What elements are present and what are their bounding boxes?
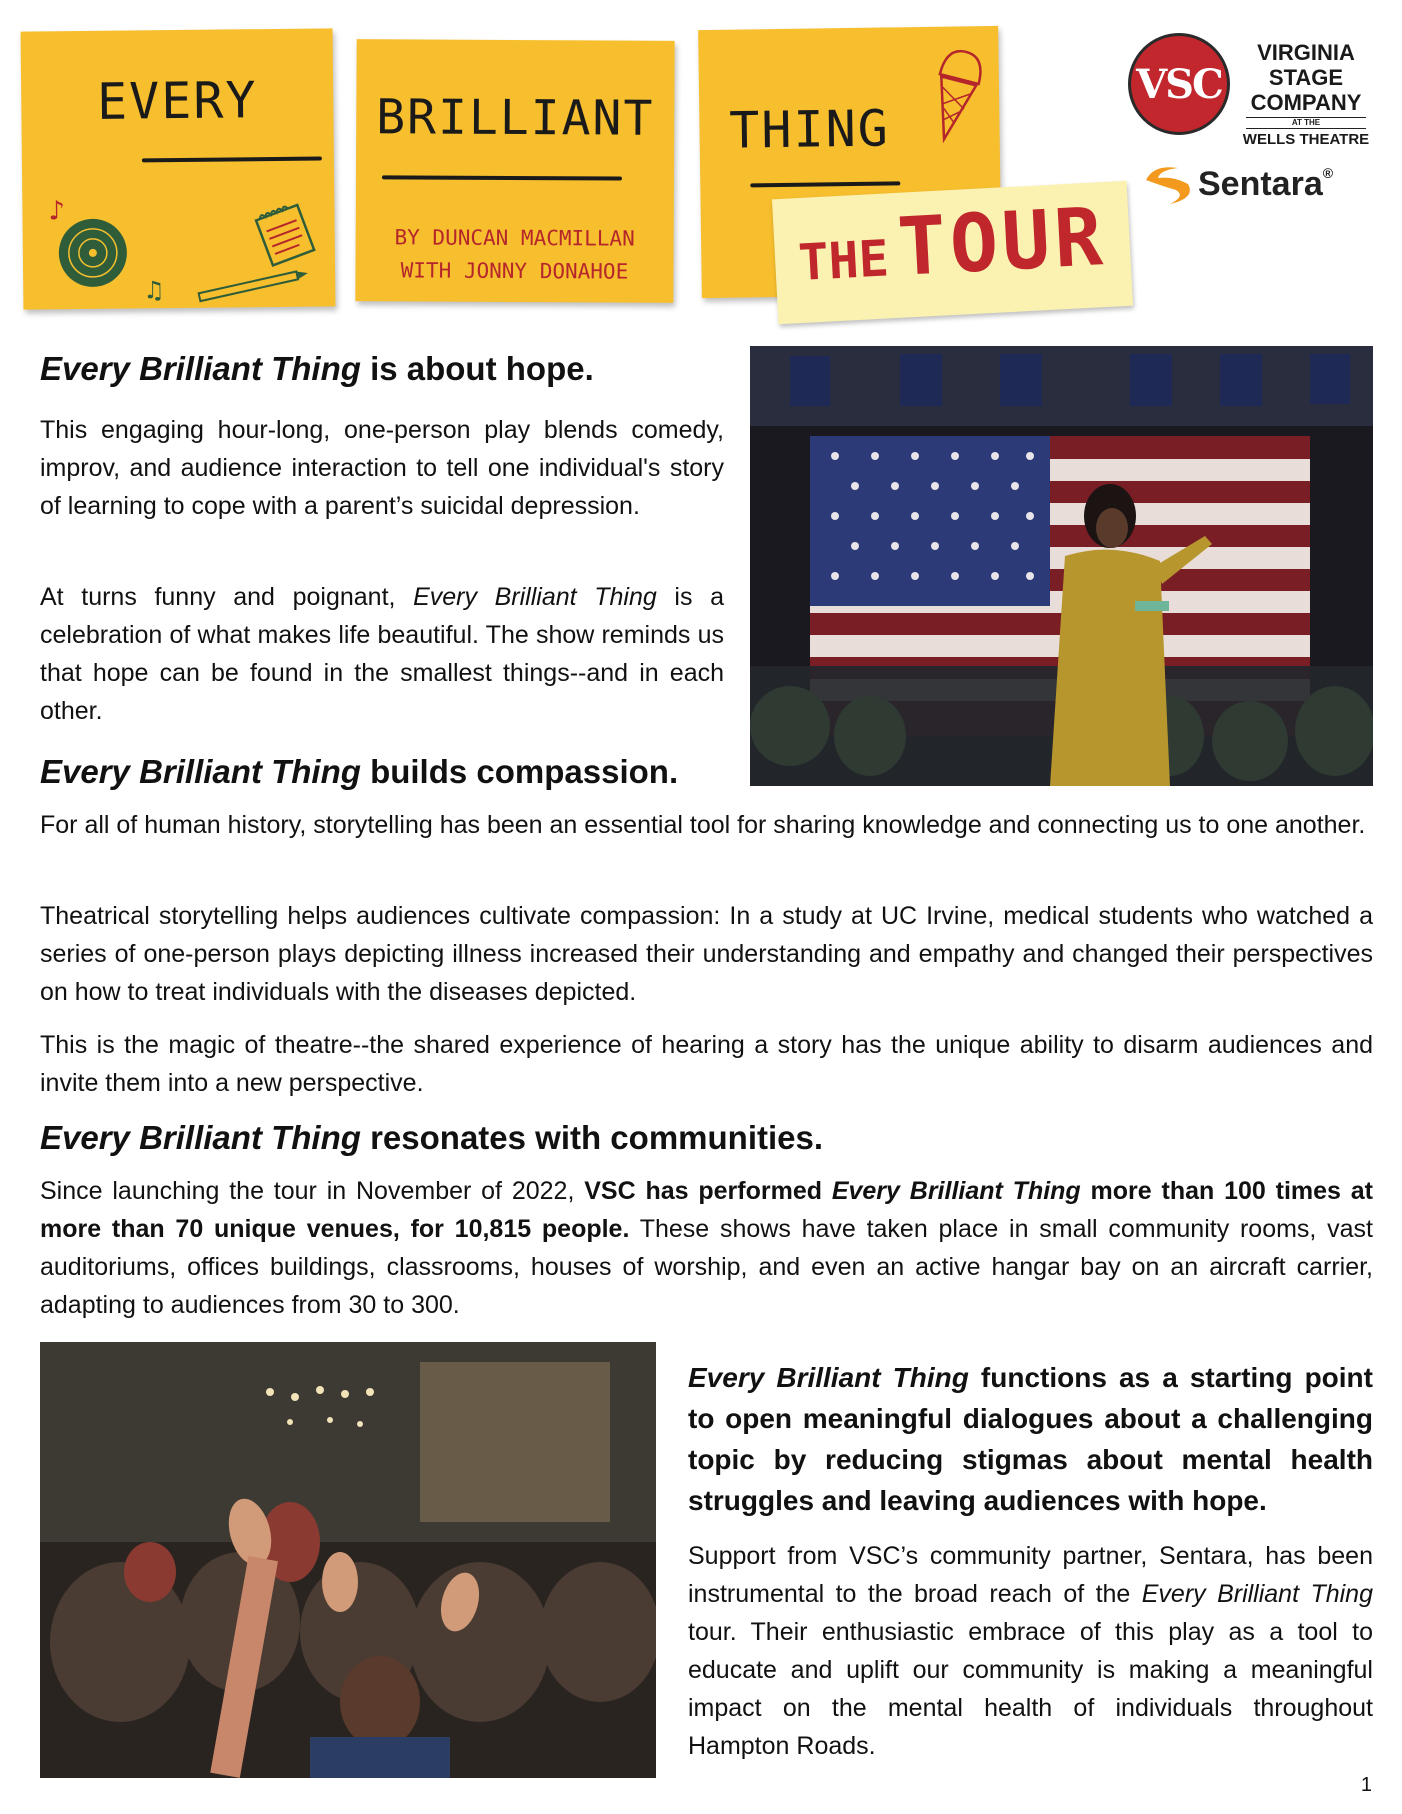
heading-text: resonates with communities. <box>360 1119 824 1156</box>
heading-text: is about hope. <box>360 350 594 387</box>
credit-line: BY DUNCAN MACMILLAN <box>394 225 635 251</box>
section-heading-compassion <box>40 753 678 791</box>
tour-label <box>772 189 1131 300</box>
play-title: Every Brilliant Thing <box>831 1177 1081 1205</box>
sentara-name: Sentara <box>1198 165 1323 203</box>
text: Support from VSC’s community partner, Sentara, has been instrumental to the broad reach of the <box>688 1542 1373 1608</box>
title-word-thing: THING <box>728 99 891 160</box>
notepad-icon <box>250 199 321 270</box>
text: functions as a starting point to open meaningful dialogues about a challenging topic by reducing stigmas about mental health struggles and leaving audiences with hope. <box>688 1362 1373 1516</box>
play-title: Every Brilliant Thing <box>688 1362 969 1393</box>
sticky-note-every <box>21 28 336 309</box>
sentara-swoosh-icon <box>1140 162 1196 208</box>
section-heading-hope <box>40 350 594 388</box>
vsc-line: VIRGINIA <box>1257 40 1355 65</box>
pencil-icon <box>143 267 313 305</box>
bold-span: more than 100 times at more than 70 unique venues, for 10,815 people. <box>40 1177 1373 1243</box>
author-credit <box>355 221 673 289</box>
tour-banner <box>772 181 1133 324</box>
play-title: Every Brilliant Thing <box>40 1119 361 1156</box>
tour-word: TOUR <box>895 189 1109 294</box>
tour-the: THE <box>797 229 891 293</box>
vsc-line: WELLS THEATRE <box>1242 131 1370 148</box>
paragraph: This engaging hour-long, one-person play blends comedy, improv, and audience interaction to tell one individual's story of learning to cope with a parent’s suicidal depression. <box>40 416 724 520</box>
text: At turns funny and poignant, <box>40 583 414 611</box>
record-icon <box>30 180 151 291</box>
text: Since launching the tour in November of 2022, <box>40 1177 585 1205</box>
page-number: 1 <box>1360 1774 1372 1796</box>
photo-performer-flag <box>750 346 1373 786</box>
paragraph <box>40 578 724 730</box>
sticky-note-brilliant <box>355 39 674 303</box>
paragraph <box>40 1172 1373 1324</box>
bold-span: VSC has performed <box>584 1177 832 1205</box>
text: tour. Their enthusiastic embrace of this play as a tool to educate and uplift our community is making a meaningful impact on the mental health of individuals throughout Hampton Roads. <box>688 1618 1373 1760</box>
text: These shows have taken place in small community rooms, vast auditoriums, offices buildings, classrooms, houses of worship, and even an active hangar bay on an aircraft carrier, adapting to audiences from 30 to 300. <box>40 1215 1373 1319</box>
vsc-at-the: AT THE <box>1246 117 1366 129</box>
title-underline <box>750 181 900 187</box>
svg-text:♫: ♫ <box>143 276 165 305</box>
paragraph: Theatrical storytelling helps audiences cultivate compassion: In a study at UC Irvine, medical students who watched a series of one-person plays depicting illness increased their understanding and empathy and changed their perspectives on how to treat individuals with the diseases depicted. <box>40 902 1373 1006</box>
section-heading-communities <box>40 1119 823 1157</box>
svg-text:♪: ♪ <box>48 196 66 227</box>
ice-cream-icon <box>926 40 984 151</box>
callout-paragraph <box>688 1357 1373 1521</box>
title-underline <box>142 156 322 162</box>
paragraph <box>688 1537 1373 1765</box>
sentara-logo <box>1198 165 1333 204</box>
audience-photo-hands <box>40 1342 656 1778</box>
performance-photo-flag <box>750 346 1373 786</box>
vsc-logo: VSC <box>1128 33 1230 135</box>
vsc-line: STAGE <box>1268 65 1344 90</box>
text: is a celebration of what makes life beautiful. The show reminds us that hope can be found in the smallest things--and in each other. <box>40 583 724 725</box>
title-word-every: EVERY <box>96 71 258 131</box>
credit-line: WITH JONNY DONAHOE <box>400 258 629 284</box>
registered-mark: ® <box>1322 165 1334 181</box>
title-word-brilliant: BRILLIANT <box>376 89 655 147</box>
play-title: Every Brilliant Thing <box>40 350 361 387</box>
play-title: Every Brilliant Thing <box>40 753 361 790</box>
paragraph: For all of human history, storytelling has been an essential tool for sharing knowledge and connecting us to one another. <box>40 811 1366 839</box>
play-title: Every Brilliant Thing <box>1141 1580 1373 1608</box>
paragraph: This is the magic of theatre--the shared experience of hearing a story has the unique ability to disarm audiences and invite them into a new perspective. <box>40 1031 1373 1097</box>
title-underline <box>382 175 622 180</box>
play-title: Every Brilliant Thing <box>413 583 657 611</box>
heading-text: builds compassion. <box>360 753 679 790</box>
vsc-wordmark <box>1236 40 1376 149</box>
photo-audience-hands <box>40 1342 656 1778</box>
vsc-line: COMPANY <box>1250 90 1362 115</box>
